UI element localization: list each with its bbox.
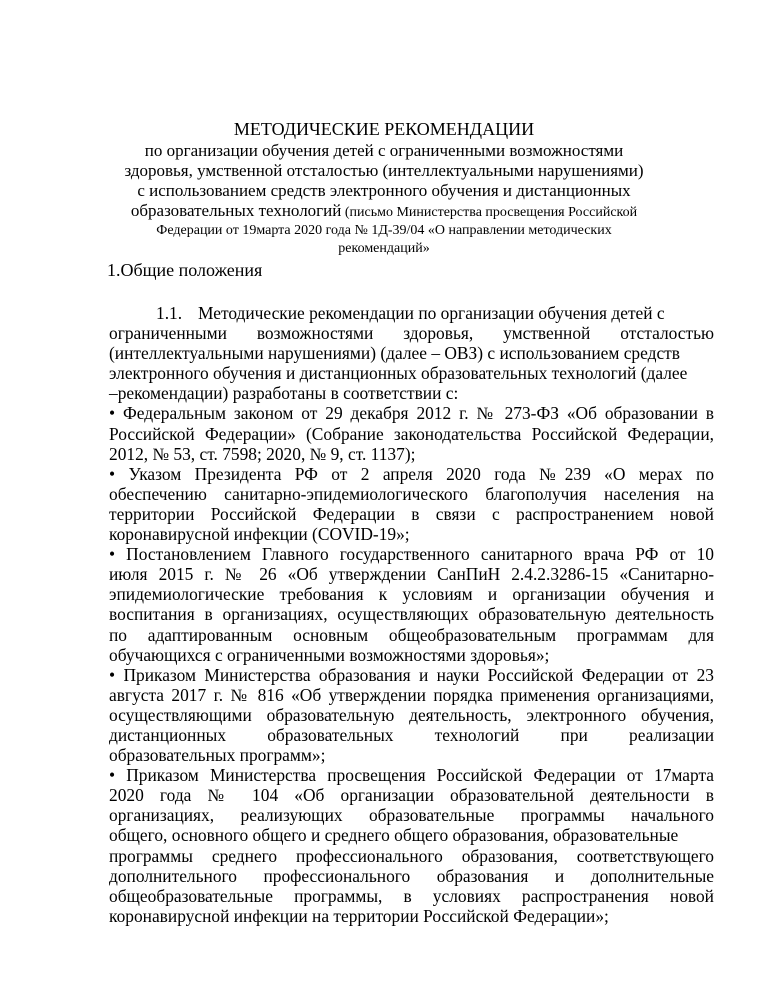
list-item-line: обеспечению санитарно-эпидемиологического благополучия населения на xyxy=(109,483,714,504)
title-line-source: (письмо Министерства просвещения Российской xyxy=(341,205,638,220)
list-item-line: коронавирусной инфекции на территории Российской Федерации»; xyxy=(109,905,609,926)
list-item-line: • Федеральным законом от 29 декабря 2012 г. № 273-ФЗ «Об образовании в xyxy=(109,403,714,424)
list-item-line: Российской Федерации» (Собрание законодательства Российской Федерации, xyxy=(109,423,714,444)
list-item-line: дополнительного профессионального образования и дополнительные xyxy=(109,865,714,886)
title-line: с использованием средств электронного обучения и дистанционных xyxy=(137,181,631,200)
body-text xyxy=(109,303,714,926)
document-title: МЕТОДИЧЕСКИЕ РЕКОМЕНДАЦИИ xyxy=(233,119,535,139)
list-item-line: • Приказом Министерства образования и науки Российской Федерации от 23 xyxy=(109,664,714,685)
list-item-line: организациях, реализующих образовательные программы начального xyxy=(109,805,714,826)
list-item-line: 2012, № 53, ст. 7598; 2020, № 9, ст. 1137); xyxy=(109,443,416,464)
list-item-line: по адаптированным основным общеобразовательным программам для xyxy=(109,624,714,645)
title-line-source: Федерации от 19марта 2020 года № 1Д-39/04 «О направлении методических xyxy=(156,223,612,238)
title-line: здоровья, умственной отсталостью (интеллектуальными нарушениями) xyxy=(124,161,644,180)
paragraph-line xyxy=(109,303,714,323)
list-item-line: территории Российской Федерации в связи с распространением новой xyxy=(109,503,714,524)
list-item-line: дистанционных образовательных технологий при реализации xyxy=(109,724,714,745)
list-item-line: июля 2015 г. № 26 «Об утверждении СанПиН 2.4.2.3286-15 «Санитарно- xyxy=(109,564,714,585)
paragraph-line: –рекомендации) разработаны в соответствии с: xyxy=(109,383,459,404)
list-item-line: коронавирусной инфекции (COVID-19»; xyxy=(109,524,410,545)
list-item-line: • Постановлением Главного государственного санитарного врача РФ от 10 xyxy=(109,544,714,565)
list-item-line: программы среднего профессионального образования, соответствующего xyxy=(109,845,714,866)
section-heading: 1.Общие положения xyxy=(107,260,263,280)
title-line: по организации обучения детей с ограниченными возможностями xyxy=(144,141,624,160)
paragraph-line: ограниченными возможностями здоровья, умственной отсталостью xyxy=(109,323,714,344)
list-item-line: воспитания в организациях, осуществляющих образовательную деятельность xyxy=(109,604,714,625)
title-line xyxy=(100,201,668,222)
paragraph-line: (интеллектуальными нарушениями) (далее – ОВЗ) с использованием средств xyxy=(109,343,680,364)
paragraph-text: Методические рекомендации по организации обучения детей с xyxy=(198,303,665,323)
list-item-line: • Указом Президента РФ от 2 апреля 2020 года №239 «О мерах по xyxy=(109,463,714,484)
list-item-line: 2020 года № 104 «Об организации образовательной деятельности в xyxy=(109,785,714,806)
list-item-line: обучающихся с ограниченными возможностями здоровья»; xyxy=(109,644,550,665)
list-item-line: августа 2017 г. № 816 «Об утверждении порядка применения организациями, xyxy=(109,684,714,705)
list-item-line: осуществляющими образовательную деятельность, электронного обучения, xyxy=(109,704,714,725)
title-line-part: образовательных технологий xyxy=(130,201,342,220)
list-item-line: общего, основного общего и среднего общего образования, образовательные xyxy=(109,825,679,846)
list-item-line: образовательных программ»; xyxy=(109,745,326,766)
document-title-block xyxy=(100,119,668,258)
list-item-line: эпидемиологические требования к условиям и организации обучения и xyxy=(109,584,714,605)
list-item-line: общеобразовательные программы, в условиях распространения новой xyxy=(109,885,714,906)
title-line-source: рекомендаций» xyxy=(338,241,430,256)
paragraph-number: 1.1. xyxy=(156,303,183,323)
list-item-line: • Приказом Министерства просвещения Российской Федерации от 17марта xyxy=(109,765,714,786)
paragraph-line: электронного обучения и дистанционных образовательных технологий (далее xyxy=(109,363,688,384)
